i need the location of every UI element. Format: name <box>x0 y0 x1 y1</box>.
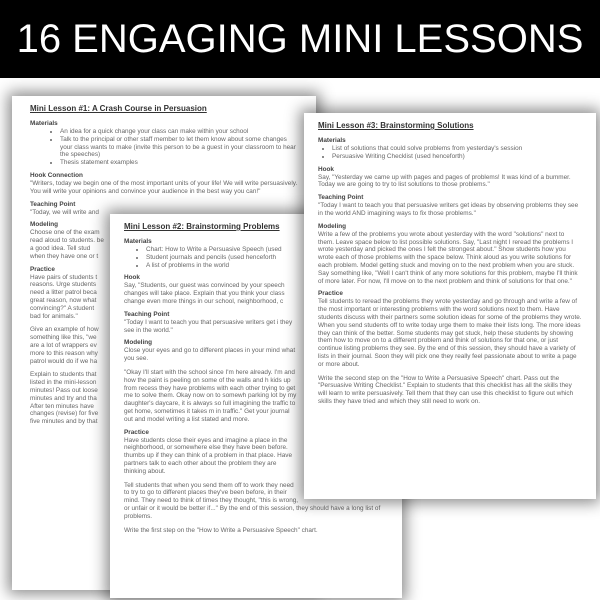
list-item: • Thesis statement examples <box>60 159 298 167</box>
section-heading: Hook <box>318 165 334 173</box>
section-heading: Modeling <box>124 339 153 347</box>
section-text: Write the first step on the "How to Write a Persuasive Speech" chart. <box>124 526 318 534</box>
materials-list <box>332 145 582 161</box>
section-heading: Practice <box>318 290 343 298</box>
section-heading: Materials <box>124 238 152 245</box>
section-text: Say, "Students, our guest was convinced by your speech changes will take place. Explain that you think your class change even more things in our school, neighborhood, c <box>124 282 285 305</box>
list-item: • A list of problems in the world <box>146 262 388 270</box>
section-heading: Hook Connection <box>30 171 83 179</box>
list-item: • Student journals and pencils (used henceforth <box>146 254 388 262</box>
section-heading: Modeling <box>318 222 347 230</box>
lesson-title: Mini Lesson #1: A Crash Course in Persuasion <box>30 104 207 113</box>
lesson-title: Mini Lesson #3: Brainstorming Solutions <box>318 121 474 130</box>
lesson-3-page <box>304 113 596 499</box>
section-text: Explain to students that listed in the mini-lesson minutes! Pass out loose minutes and try and tha After ten minutes have changes (revise) for five five minutes and by that <box>30 371 99 426</box>
section-text: "Today, we will write and <box>30 208 99 216</box>
section-text: Have pairs of students t reasons. Urge students need a litter patrol beca great reason, now what convincing?" A student bad for animals." <box>30 273 98 320</box>
section-text: "Writers, today we begin one of the most important units of your life! We will write persuasively. You will write your opinions and convince your audience in the best way you can!" <box>30 179 298 195</box>
section-heading: Modeling <box>30 221 59 229</box>
section-text: Have students close their eyes and imagine a place in the neighborhood, or somewhere else they have been before. thumbs up if they can think of a problem in that place. Have partners talk to each other about the problem they are thinking about. <box>124 436 293 475</box>
section-heading: Materials <box>30 120 58 127</box>
section-text: "Okay I'll start with the school since I'm here already. I'm and how the paint is peeling on some of the walls and h kids up from recess they have problems with each other trying to get me to solve them. Okay now on to somewh parking lot by my daughter's daycare, it is always so full imagining the traffic to get home, sometimes it takes m in traffic." Get your journal out and model writing a list stated and more. <box>124 368 297 423</box>
section-text: Tell students to reread the problems they wrote yesterday and go through and write a few of the most important or interesting problems with the word solutions next to them. Have students discuss with their partners some solution ideas for some of the problems they wrote. When you send students off to write today urge them to make their lists long. The more ideas they can think of the better. Some students may get stuck, help these students by showing them how to move on to a different problem and think of solutions for that one, or just continue listing problems they see. By the end of this session, they should have a variety of lists in their journal. Soon they will pick one they really feel passionate about to write a page or more about. <box>318 298 582 368</box>
section-heading: Teaching Point <box>30 200 76 208</box>
section-text: Choose one of the exam read aloud to students. be a good idea. Tell stud when they have one or t <box>30 229 104 260</box>
list-item: • An idea for a quick change your class can make within your school <box>60 128 298 136</box>
section-text: Give an example of how something like this, "we are a lot of wrappers ev more to this reason why patrol would do if we ha <box>30 326 99 365</box>
lesson-1-lower-column <box>30 201 106 426</box>
list-item: • Chart: How to Write a Persuasive Speech (used <box>146 246 388 254</box>
section-heading: Teaching Point <box>318 194 364 202</box>
section-text: Write a few of the problems you wrote about yesterday with the word "solutions" next to them. Leave space below to list possible solutions. Say, "Last night I reread the problems I wrote yesterday and picked the ones I felt the strongest about." Show students how you wrote each of those problems with the space below. Think aloud as you write solutions for each problem. Model getting stuck and moving on to the next problem when you are stuck. Say something like, "Well I can't think of any more solutions for this problem, maybe I'll think of more later. For now, I'll move on to the next problem and think of solutions for that one." <box>318 230 578 285</box>
section-text: Close your eyes and go to different places in your mind what you see. <box>124 347 296 363</box>
section-text: Say, "Yesterday we came up with pages and pages of problems! It was kind of a bummer. Today we are going to try to list solutions to those problems." <box>318 173 571 189</box>
section-heading: Materials <box>318 137 346 144</box>
list-item: • Persuasive Writing Checklist (used henceforth) <box>332 153 582 161</box>
section-heading: Practice <box>30 265 55 273</box>
banner-title: 16 ENGAGING MINI LESSONS <box>16 17 584 61</box>
lesson-title: Mini Lesson #2: Brainstorming Problems <box>124 222 280 231</box>
title-banner <box>0 0 600 78</box>
list-item: • Talk to the principal or other staff member to let them know about some changes your class wants to make (invite this person to be a guest in your classroom to hear the speeches) <box>60 136 298 159</box>
section-heading: Teaching Point <box>124 310 170 318</box>
section-text: "Today I want to teach you that persuasive writers get i they see in the world." <box>124 318 293 334</box>
materials-list <box>60 128 298 167</box>
section-heading: Practice <box>124 428 149 436</box>
section-text: "Today I want to teach you that persuasive writers get ideas by observing problems they see in the world AND imagining ways to fix those problems." <box>318 202 579 217</box>
section-heading: Hook <box>124 274 140 282</box>
list-item: • List of solutions that could solve problems from yesterday's session <box>332 145 582 153</box>
section-text: Write the second step on the "How to Write a Persuasive Speech" chart. Pass out the "Persuasive Writing Checklist." Explain to students that this checklist has all the skills they will learn to write persuasively. Tell them that they can use this checklist to figure out which skills they have tried and which they still need to work on. <box>318 374 574 405</box>
section-text: Tell students that when you send them off to work they need to try to go to different places they've been before, in their mind. They need to think of times they thought, "this is wrong, or unfair or it would be better if..." By the end of this session, they should have a long list of problems. <box>124 481 381 520</box>
